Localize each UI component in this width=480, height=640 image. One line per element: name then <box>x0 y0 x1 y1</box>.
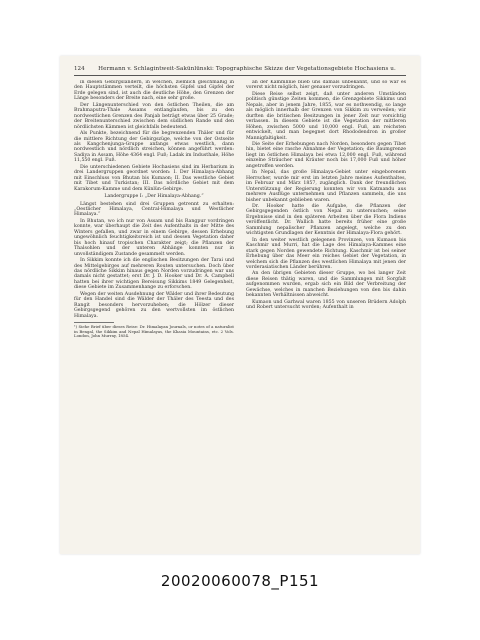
footnote-rule <box>74 322 114 323</box>
paragraph: Die unterschiedenen Gebiete Hochasiens sind im Herbarium in drei Landergruppen geordnet worden: I. Der Himalaya-Abhang mit Einschluss von Bhutan bis Kumaon; II. Das westliche Gebiet mit Tibet und Turkistan; III. Das nördliche Gebiet mit dem Karakorum-Kamme und dem Künlün-Gebirge. <box>74 164 234 192</box>
paragraph: In Nepal, das große Himalaya-Gebiet unter eingeborenem Herrscher, wurde mir erst im letzten Jahre meines Aufenthaltes, im Februar und März 1857, zugänglich. Dank der freundlichen Unterstützung der Regierung konnten wir von Katmandu aus mehrere Ausflüge unternehmen und Pflanzen sammeln, die uns bisher unbekannt geblieben waren. <box>246 170 406 203</box>
paragraph: Längst bestehen sind drei Gruppen getrennt zu erhalten: „Oestlicher Himalaya, Central-Himalaya und Westlicher Himalaya.“ <box>74 201 234 218</box>
paragraph: in diesen Gebirgsländern, in welchen, ziemlich gleichmäßig in den Hauptstämmen verteilt, die höchsten Gipfel und Gipfel der Erde gelegen sind, ist auch die deutliche Höhe, den Grenzen der Länge besonders der Breite nach, eine sehr große. <box>74 80 234 102</box>
paragraph: Der Längenunterschied von den östlichen Theilen, die am Brahmaputra-Thale Assams entlanglaufen, bis zu den nordwestlichen Grenzen des Panjab beträgt etwas über 25 Grade; der Breitenunterschied zwischen dem südlichen Rande und den nördlichsten Kämmen ist gleichfalls bedeutend. <box>74 102 234 130</box>
paragraph: In Sikkim konnte ich die englischen Besitzungen der Tarai und des Mittelgebirges auf mehreren Routen untersuchen. Doch über das nördliche Sikkim hinaus gegen Norden vorzudringen war uns damals nicht gestattet; erst Dr. J. D. Hooker und Dr. A. Campbell hatten bei ihrer wichtigen Bereisung Sikkims 1849 Gelegenheit, diese Gebiete im Zusammenhange zu erforschen. <box>74 258 234 291</box>
paragraph: an der Kammlinie blieb uns damals unbekannt, und so war es vorerst nicht möglich, hier genauer vorzudringen. <box>246 80 406 91</box>
header-rule <box>74 75 406 76</box>
footnote: ¹) Siehe Brief über dieses Reise: Dr. Himalayan Journals, or notes of a naturalist in Bengal, the Sikkim and Nepal Himalayas, the Khasia Mountains, etc. 2 Vols. London, John Murray, 1854. <box>74 324 234 339</box>
paragraph: Als Punkte, bezeichnend für die begrenzenden Thäler und für die mittlere Richtung der Gebirgszüge, welche von der Ostseite als Kangchenjunga-Gruppe anfangs etwas westlich, dann nordwestlich und nördlich streichen, können angeführt werden: Sadiya in Assam, Höhe 4364 engl. Fuß; Ladak im Industhale, Höhe 11,550 engl. Fuß. <box>74 131 234 164</box>
image-caption: 20020060078_P151 <box>160 572 320 590</box>
left-column <box>74 80 234 546</box>
paragraph: Dr. Hooker hatte die Aufgabe, die Pflanzen der Gebirgsgegenden östlich von Nepal zu untersuchen; seine Ergebnisse sind in den späteren Arbeiten über die Flora Indiens veröffentlicht. Dr. Wallich hatte bereits früher eine große Sammlung nepalischer Pflanzen angelegt, welche zu den wichtigsten Grundlagen der Kenntnis der Himalaya-Flora gehört. <box>246 203 406 237</box>
section-heading: Landergruppe I: „Der Himalaya-Abhang.“ <box>104 194 204 200</box>
right-column <box>246 80 406 546</box>
running-title: Hermann v. Schlagintweit-Sakünlünski: Topographische Skizze der Vegetationsgebiete Hochasiens u. <box>98 66 396 72</box>
paragraph: Wegen der weiten Ausdehnung der Wälder und ihrer Bedeutung für den Handel sind die Wälder der Thäler des Teesta und des Rangit besonders hervorzuheben; die Hölzer dieser Gebirgsgegend gehören zu den wertvollsten im östlichen Himalaya. <box>74 291 234 319</box>
page-number: 124 <box>74 66 85 72</box>
paragraph: An den übrigen Gebieten dieser Gruppe, wo bei langer Zeit diese Reisen thätig waren, und die Sammlungen mit Sorgfalt aufgenommen wurden, ergab sich ein Bild der Verbreitung der Gewächse, welches in manchen Beziehungen von den bis dahin bekannten Verhältnissen abweicht. <box>246 271 406 299</box>
document-page <box>60 56 420 554</box>
paragraph: In den weiter westlich gelegenen Provinzen, von Kumaon bis Kaschmir und Murri, hat die Lage des Himalaya-Kammes eine stark gegen Norden gewendete Richtung. Kaschmir ist bei seiner Erhebung über das Meer ein reiches Gebiet der Vegetation, in welchem sich die Pflanzen des westlichen Himalaya mit jenen der vorderasiatischen Länder berühren. <box>246 237 406 270</box>
paragraph: Kumaon und Garhwal waren 1855 von unseren Brüdern Adolph und Robert untersucht worden; Aufenthalt in <box>246 299 406 311</box>
paragraph: In Bhutan, wo ich nur von Assam und bis Rangpur vordringen konnte, war überhaupt die Zeit des Aufenthalts in der Mitte des Winters gefallen, und zwar in einem Gebirge, dessen Erhebung ungewöhnlich feuchtigkeitsreich ist und dessen Vegetation daher bis hoch hinauf tropischen Charakter zeigt; die Pflanzen der Thalsohlen und der unteren Abhänge konnten nur in unvollständigem Zustande gesammelt werden. <box>74 218 234 257</box>
paragraph: Die Seite der Erhebungen nach Norden, besonders gegen Tibet hin, bietet eine rasche Abnahme der Vegetation; die Baumgrenze liegt im östlichen Himalaya bei etwa 12,000 engl. Fuß, während einzelne Sträucher und Kräuter noch bis 17,000 Fuß und höher angetroffen werden. <box>246 141 406 169</box>
paragraph: Diese Reise selbst zeigt, daß unter anderen Umständen politisch günstige Zeiten kommen, die Grenzgebiete Sikkims und Nepals, aber in jenem Jahre, 1855, war es nothwendig, so lange als möglich innerhalb der Grenzen von Sikkim zu verweilen; wir durften die britischen Besitzungen in jener Zeit nur vorsichtig verlassen. In diesem Gebiete ist die Vegetation der mittleren Höhen, zwischen 5000 und 10,000 engl. Fuß, am reichsten entwickelt, und man begegnet dort Rhododendron in großer Mannigfaltigkeit. <box>246 91 406 141</box>
